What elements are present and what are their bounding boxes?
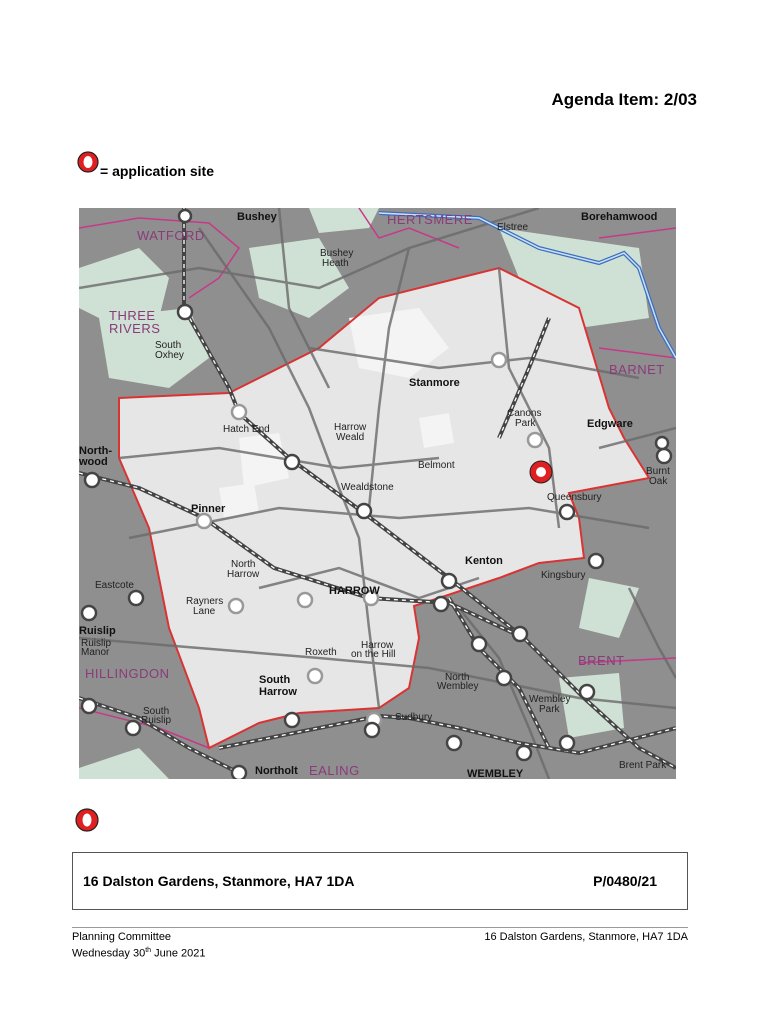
svg-text:Park: Park: [539, 704, 560, 715]
map-label-ruislip-manor: Ruislip: [81, 638, 112, 649]
svg-text:Wembley: Wembley: [437, 681, 479, 692]
application-site-marker-icon: [76, 150, 100, 174]
agenda-item-heading: Agenda Item: 2/03: [551, 90, 697, 109]
map-label-kingsbury: Kingsbury: [541, 570, 586, 581]
map-label-kenton: Kenton: [465, 555, 503, 567]
application-reference: P/0480/21: [593, 873, 657, 889]
map-label-harrow-weald: Harrow: [334, 422, 367, 433]
footer-committee-name: Planning Committee: [72, 931, 172, 943]
svg-text:Heath: Heath: [322, 258, 349, 269]
map-label-elstree: Elstree: [497, 222, 529, 233]
map-label-northwood: North-: [79, 445, 112, 457]
map-label-edgware: Edgware: [587, 418, 633, 430]
svg-text:Oak: Oak: [649, 476, 668, 487]
footer-date: Wednesday 30th June 2021: [72, 947, 206, 960]
svg-text:Ruislip: Ruislip: [141, 715, 172, 726]
application-site-marker-icon: [74, 807, 100, 833]
map-label-barnet: BARNET: [609, 362, 665, 377]
map-label-burnt-oak: Burnt: [646, 466, 670, 477]
svg-text:Park: Park: [515, 418, 536, 429]
footer-divider: [72, 927, 688, 928]
map-label-south-oxhey: South: [155, 340, 182, 351]
svg-text:on the Hill: on the Hill: [351, 649, 396, 660]
map-label-canons-park: Canons: [507, 408, 542, 419]
map-label-roxeth: Roxeth: [305, 647, 337, 658]
map-label-wealdstone: Wealdstone: [341, 482, 394, 493]
svg-text:Oxhey: Oxhey: [155, 350, 184, 361]
svg-text:Harrow: Harrow: [259, 686, 297, 698]
site-info-box: [72, 852, 688, 910]
map-label-north-wembley: North: [445, 672, 470, 683]
map-label-brent-park: Brent Park: [619, 760, 667, 771]
svg-text:Weald: Weald: [336, 432, 365, 443]
footer-address: 16 Dalston Gardens, Stanmore, HA7 1DA: [484, 931, 688, 943]
location-map: [79, 208, 676, 779]
application-site-marker-icon: [530, 461, 552, 483]
map-label-hillingdon: HILLINGDON: [85, 666, 170, 681]
map-label-wembley: WEMBLEY: [467, 768, 524, 779]
map-label-borehamwood: Borehamwood: [581, 211, 658, 223]
svg-text:wood: wood: [79, 456, 108, 468]
site-address: 16 Dalston Gardens, Stanmore, HA7 1DA: [83, 873, 355, 889]
map-label-queensbury: Queensbury: [547, 492, 602, 503]
footer-committee: [72, 931, 205, 961]
svg-text:RIVERS: RIVERS: [109, 321, 161, 336]
map-label-wembley-park: Wembley: [529, 694, 571, 705]
map-label-harrow-on-the-hill: Harrow: [361, 640, 394, 651]
map-label-belmont: Belmont: [418, 460, 455, 471]
map-label-eastcote: Eastcote: [95, 580, 134, 591]
map-label-south-harrow: South: [259, 674, 291, 686]
map-label-stanmore: Stanmore: [409, 377, 460, 389]
map-label-watford: WATFORD: [137, 228, 205, 243]
svg-text:Manor: Manor: [81, 647, 110, 658]
map-label-sudbury: Sudbury: [395, 712, 433, 723]
map-label-ruislip: Ruislip: [79, 625, 116, 637]
map-label-north-harrow: North: [231, 559, 256, 570]
map-label-harrow: HARROW: [329, 585, 380, 597]
map-label-ealing: EALING: [309, 763, 360, 778]
map-label-bushey: Bushey: [237, 211, 277, 223]
map-label-three-rivers: THREE: [109, 308, 156, 323]
legend-label: = application site: [100, 163, 214, 179]
svg-text:Harrow: Harrow: [227, 569, 260, 580]
map-label-hatch-end: Hatch End: [223, 424, 270, 435]
map-label-rayners-lane: Rayners: [186, 596, 224, 607]
map-label-brent: BRENT: [578, 653, 625, 668]
map-label-bushey-heath: Bushey: [320, 248, 354, 259]
map-label-hertsmere: HERTSMERE: [387, 212, 473, 227]
map-label-northolt: Northolt: [255, 765, 298, 777]
svg-text:Lane: Lane: [193, 606, 216, 617]
map-label-pinner: Pinner: [191, 503, 226, 515]
map-label-south-ruislip: South: [143, 706, 170, 717]
